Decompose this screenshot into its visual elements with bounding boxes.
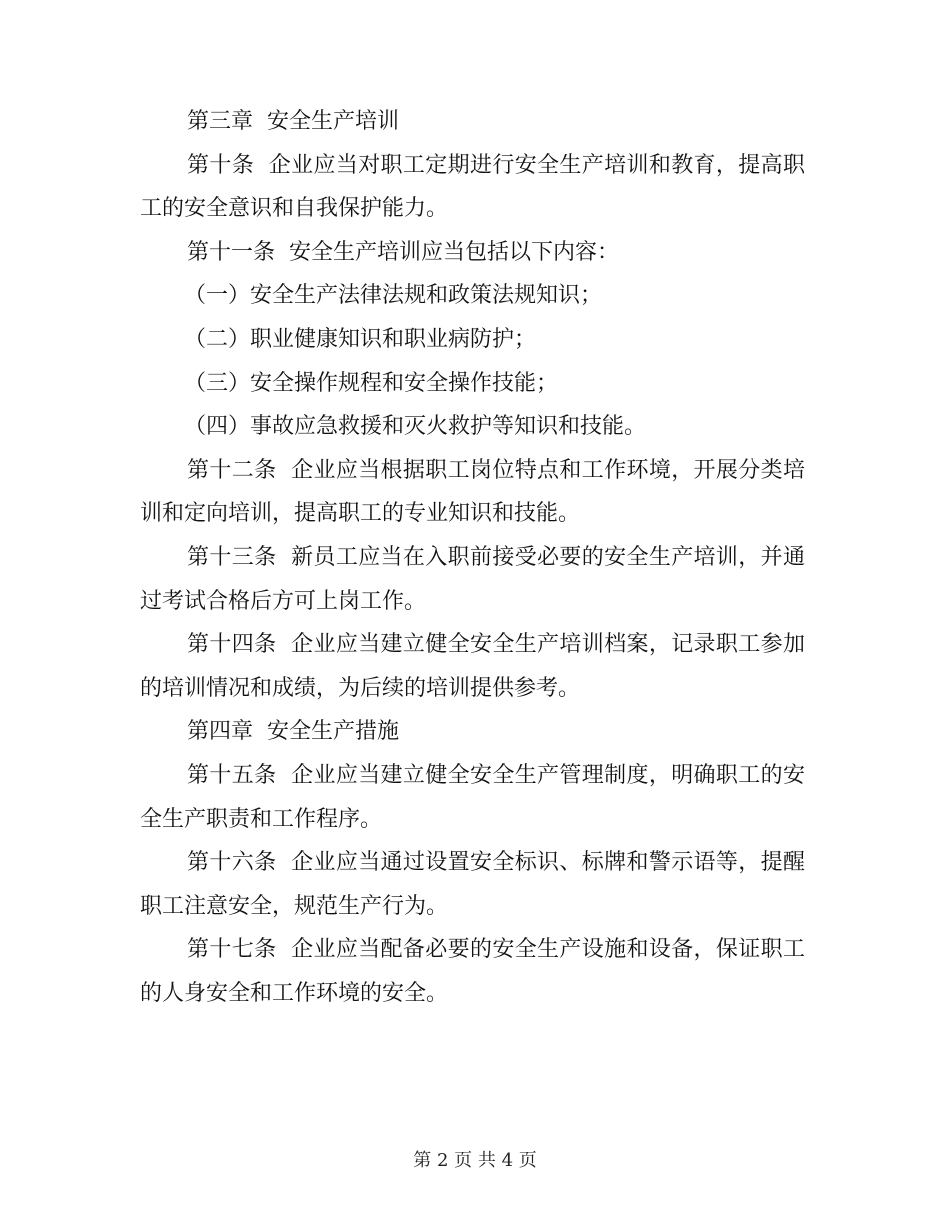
list-item-2: （二）职业健康知识和职业病防护； [184, 326, 537, 352]
chapter-4-heading: 第四章 安全生产措施 [187, 719, 399, 745]
list-item-1: （一）安全生产法律法规和政策法规知识； [184, 283, 603, 309]
list-item-4: （四）事故应急救援和灭火救护等知识和技能。 [184, 414, 647, 440]
article-17: 第十七条 企业应当配备必要的安全生产设施和设备，保证职工的人身安全和工作环境的安全。 [140, 937, 805, 1006]
chapter-3-heading: 第三章 安全生产培训 [187, 109, 399, 134]
article-11: 第十一条 安全生产培训应当包括以下内容： [187, 239, 619, 265]
document-body [140, 100, 805, 1015]
article-15: 第十五条 企业应当建立健全安全生产管理制度，明确职工的安全生产职责和工作程序。 [140, 762, 805, 832]
article-14: 第十四条 企业应当建立健全安全生产培训档案，记录职工参加的培训情况和成绩，为后续的培训提供参考。 [140, 632, 805, 701]
article-16: 第十六条 企业应当通过设置安全标识、标牌和警示语等，提醒职工注意安全，规范生产行为。 [140, 850, 805, 919]
article-13: 第十三条 新员工应当在入职前接受必要的安全生产培训，并通过考试合格后方可上岗工作。 [140, 544, 805, 614]
article-12: 第十二条 企业应当根据职工岗位特点和工作环境，开展分类培训和定向培训，提高职工的专业知识和技能。 [140, 457, 805, 527]
page-number-footer: 第 2 页 共 4 页 [413, 1150, 537, 1171]
list-item-3: （三）安全操作规程和安全操作技能； [184, 370, 559, 396]
article-10: 第十条 企业应当对职工定期进行安全生产培训和教育，提高职工的安全意识和自我保护能力。 [140, 152, 805, 222]
